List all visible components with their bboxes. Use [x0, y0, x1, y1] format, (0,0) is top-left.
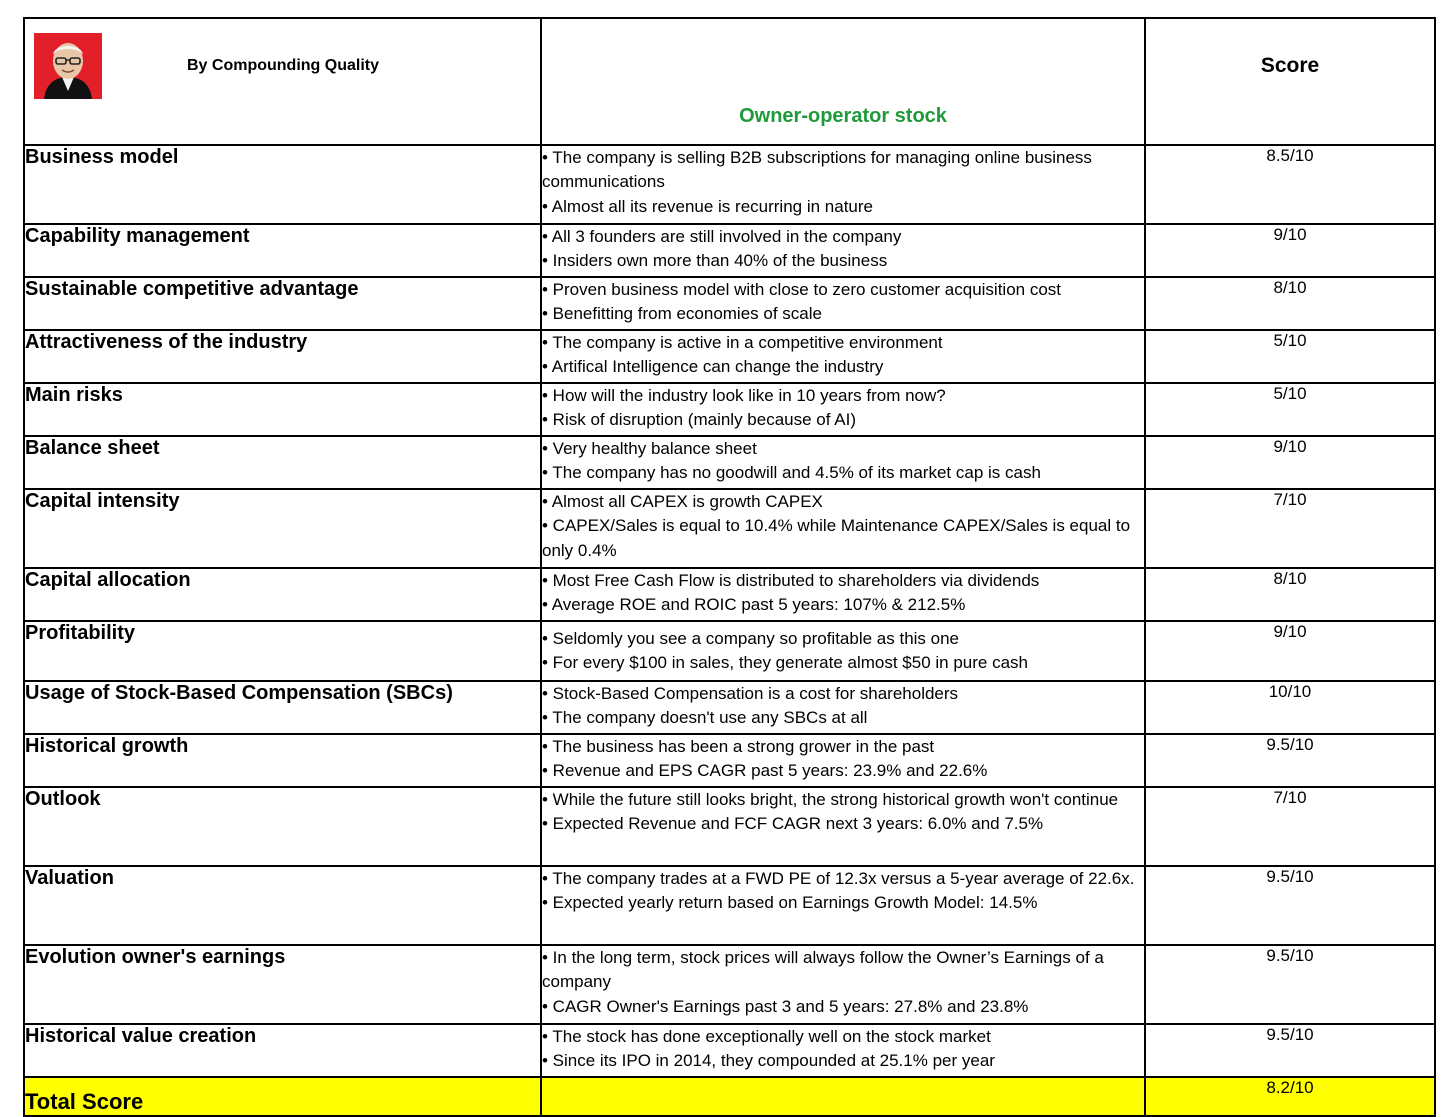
criterion-description: [541, 383, 1145, 436]
scorecard-table: [23, 17, 1436, 1117]
description-bullet: • The company is selling B2B subscriptions for managing online business communications: [542, 148, 1092, 192]
description-bullet: • Risk of disruption (mainly because of AI): [542, 410, 856, 430]
description-bullet: • CAGR Owner's Earnings past 3 and 5 years: 27.8% and 23.8%: [542, 996, 1029, 1016]
description-bullet: • Benefitting from economies of scale: [542, 304, 822, 324]
criterion-description: [541, 681, 1145, 734]
criterion-label: Business model: [24, 145, 541, 224]
brand-cell: [24, 18, 541, 145]
criterion-score: 7/10: [1145, 489, 1435, 568]
criterion-score: 9/10: [1145, 224, 1435, 277]
description-bullet: • The company trades at a FWD PE of 12.3x versus a 5-year average of 22.6x.: [542, 869, 1135, 888]
criterion-score: 7/10: [1145, 787, 1435, 866]
description-bullet: • Stock-Based Compensation is a cost for shareholders: [542, 684, 959, 703]
criterion-label: Attractiveness of the industry: [24, 330, 541, 383]
criterion-description: [541, 224, 1145, 277]
criterion-label: Valuation: [24, 866, 541, 945]
description-bullet: • All 3 founders are still involved in the company: [542, 227, 902, 246]
criterion-description: [541, 436, 1145, 489]
description-bullet: • The stock has done exceptionally well on the stock market: [542, 1027, 991, 1046]
criterion-label: Sustainable competitive advantage: [24, 277, 541, 330]
table-row: [24, 224, 1435, 277]
criterion-description: [541, 277, 1145, 330]
criterion-score: 9.5/10: [1145, 866, 1435, 945]
table-row: [24, 383, 1435, 436]
table-row: [24, 945, 1435, 1024]
scorecard-body: [24, 18, 1435, 1116]
description-bullet: • Very healthy balance sheet: [542, 439, 757, 458]
criterion-label: Main risks: [24, 383, 541, 436]
description-bullet: • Expected yearly return based on Earnings Growth Model: 14.5%: [542, 893, 1038, 913]
criterion-score: 9.5/10: [1145, 1024, 1435, 1077]
criterion-score: 8.5/10: [1145, 145, 1435, 224]
table-row: [24, 734, 1435, 787]
table-row: [24, 866, 1435, 945]
criterion-label: Historical growth: [24, 734, 541, 787]
criterion-label: Usage of Stock-Based Compensation (SBCs): [24, 681, 541, 734]
criterion-label: Profitability: [24, 621, 541, 681]
criterion-score: 9/10: [1145, 621, 1435, 681]
description-bullet: • The company is active in a competitive environment: [542, 333, 943, 352]
header-row: [24, 18, 1435, 145]
criterion-description: [541, 866, 1145, 945]
criterion-description: [541, 568, 1145, 621]
description-bullet: • The company doesn't use any SBCs at all: [542, 708, 868, 728]
table-title: Owner-operator stock: [541, 18, 1145, 145]
description-bullet: • Artifical Intelligence can change the industry: [542, 357, 884, 377]
description-bullet: • Revenue and EPS CAGR past 5 years: 23.9% and 22.6%: [542, 761, 988, 781]
description-bullet: • In the long term, stock prices will always follow the Owner’s Earnings of a company: [542, 948, 1104, 992]
description-bullet: • Average ROE and ROIC past 5 years: 107% & 212.5%: [542, 595, 966, 615]
table-row: [24, 436, 1435, 489]
total-row: [24, 1077, 1435, 1116]
criterion-score: 9/10: [1145, 436, 1435, 489]
criterion-description: [541, 787, 1145, 866]
description-bullet: • For every $100 in sales, they generate almost $50 in pure cash: [542, 653, 1029, 673]
description-bullet: • Proven business model with close to zero customer acquisition cost: [542, 280, 1062, 299]
portrait-icon: [34, 33, 102, 99]
description-bullet: • The company has no goodwill and 4.5% of its market cap is cash: [542, 463, 1041, 483]
criterion-description: [541, 145, 1145, 224]
criterion-description: [541, 945, 1145, 1024]
criterion-label: Balance sheet: [24, 436, 541, 489]
criterion-label: Capital allocation: [24, 568, 541, 621]
total-label: Total Score: [24, 1077, 541, 1116]
criterion-score: 9.5/10: [1145, 734, 1435, 787]
criterion-description: [541, 1024, 1145, 1077]
brand-name: By Compounding Quality: [187, 57, 379, 74]
criterion-description: [541, 621, 1145, 681]
criterion-description: [541, 489, 1145, 568]
description-bullet: • Almost all its revenue is recurring in nature: [542, 196, 873, 216]
description-bullet: • CAPEX/Sales is equal to 10.4% while Maintenance CAPEX/Sales is equal to only 0.4%: [542, 516, 1131, 560]
table-row: [24, 787, 1435, 866]
description-bullet: • While the future still looks bright, the strong historical growth won't continue: [542, 790, 1119, 809]
table-row: [24, 681, 1435, 734]
description-bullet: • Seldomly you see a company so profitable as this one: [542, 629, 960, 648]
criterion-label: Evolution owner's earnings: [24, 945, 541, 1024]
criterion-label: Outlook: [24, 787, 541, 866]
description-bullet: • Most Free Cash Flow is distributed to shareholders via dividends: [542, 571, 1040, 590]
table-row: [24, 621, 1435, 681]
table-row: [24, 145, 1435, 224]
description-bullet: • How will the industry look like in 10 years from now?: [542, 386, 946, 405]
table-row: [24, 330, 1435, 383]
table-row: [24, 277, 1435, 330]
score-column-header: Score: [1145, 18, 1435, 145]
criterion-score: 10/10: [1145, 681, 1435, 734]
criterion-label: Historical value creation: [24, 1024, 541, 1077]
criterion-score: 5/10: [1145, 330, 1435, 383]
description-bullet: • Expected Revenue and FCF CAGR next 3 years: 6.0% and 7.5%: [542, 814, 1044, 834]
description-bullet: • The business has been a strong grower in the past: [542, 737, 935, 756]
criterion-score: 8/10: [1145, 568, 1435, 621]
criterion-score: 9.5/10: [1145, 945, 1435, 1024]
criterion-description: [541, 330, 1145, 383]
table-row: [24, 1024, 1435, 1077]
criterion-score: 8/10: [1145, 277, 1435, 330]
avatar: [34, 33, 102, 99]
total-empty-cell: [541, 1077, 1145, 1116]
criterion-label: Capability management: [24, 224, 541, 277]
criterion-score: 5/10: [1145, 383, 1435, 436]
total-score: 8.2/10: [1145, 1077, 1435, 1116]
table-row: [24, 489, 1435, 568]
criterion-description: [541, 734, 1145, 787]
description-bullet: • Almost all CAPEX is growth CAPEX: [542, 492, 823, 511]
table-row: [24, 568, 1435, 621]
description-bullet: • Since its IPO in 2014, they compounded at 25.1% per year: [542, 1051, 995, 1071]
criterion-label: Capital intensity: [24, 489, 541, 568]
description-bullet: • Insiders own more than 40% of the business: [542, 251, 888, 271]
